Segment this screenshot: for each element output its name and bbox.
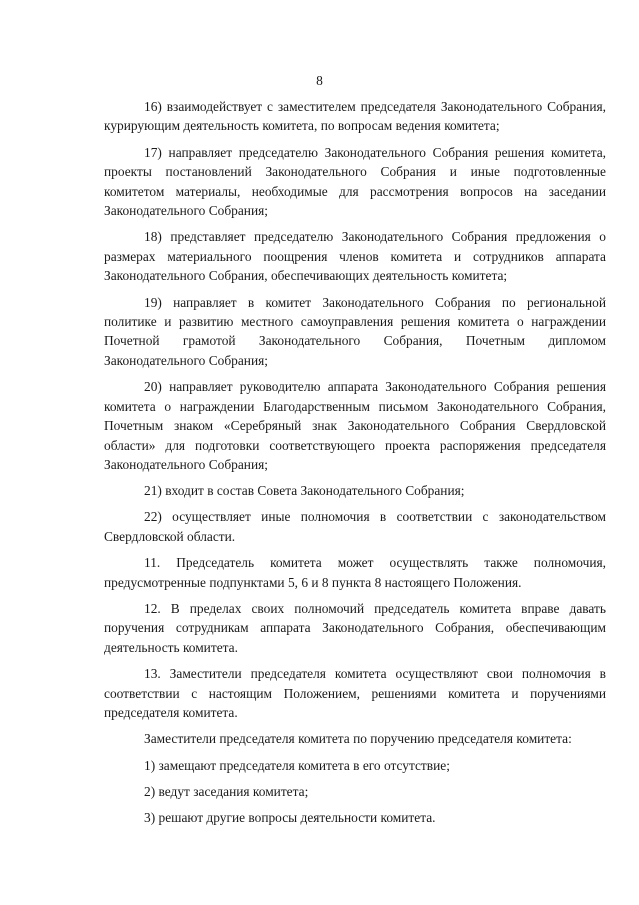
paragraph-section-11: 11. Председатель комитета может осуществлять также полномочия, предусмотренные подпунктами 5, 6 и 8 пункта 8 настоящего Положения. <box>104 555 606 590</box>
paragraph-item-17: 17) направляет председателю Законодательного Собрания решения комитета, проекты постановлений Законодательного Собрания и иные подготовленные комитетом материалы, необходимые для рассмотрения вопросов на заседании Законодательного Собрания; <box>104 144 606 219</box>
paragraph-section-13: 13. Заместители председателя комитета осуществляют свои полномочия в соответствии с настоящим Положением, решениями комитета и поручениями председателя комитета. <box>104 666 606 720</box>
page-number: 8 <box>316 73 323 88</box>
paragraph-deputies-item-1: 1) замещают председателя комитета в его отсутствие; <box>144 757 450 773</box>
paragraph-item-18: 18) представляет председателю Законодательного Собрания предложения о размерах материального поощрения членов комитета и сотрудников аппарата Законодательного Собрания, обеспечивающих деятельность комитета; <box>104 229 606 284</box>
paragraph-item-16: 16) взаимодействует с заместителем председателя Законодательного Собрания, курирующим деятельность комитета, по вопросам ведения комитета; <box>104 99 606 134</box>
paragraph-section-12: 12. В пределах своих полномочий председатель комитета вправе давать поручения сотрудникам аппарата Законодательного Собрания, обеспечивающим деятельность комитета. <box>104 600 606 655</box>
document-body <box>104 97 606 834</box>
paragraph-deputies-intro: Заместители председателя комитета по поручению председателя комитета: <box>144 731 572 747</box>
paragraph-item-21: 21) входит в состав Совета Законодательного Собрания; <box>144 483 465 499</box>
paragraph-deputies-item-2: 2) ведут заседания комитета; <box>144 783 309 799</box>
paragraph-item-19: 19) направляет в комитет Законодательного Собрания по региональной политике и развитию местного самоуправления решения комитета о награждении Почетной грамотой Законодательного Собрания, Почетным дипломом Законодательного Собрания; <box>104 294 606 368</box>
paragraph-deputies-item-3: 3) решают другие вопросы деятельности комитета. <box>144 809 436 825</box>
paragraph-item-22: 22) осуществляет иные полномочия в соответствии с законодательством Свердловской области. <box>104 509 606 544</box>
paragraph-item-20: 20) направляет руководителю аппарата Законодательного Собрания решения комитета о награждении Благодарственным письмом Законодательного Собрания, Почетным знаком «Серебряный знак Законодательного Собрания Свердловской области» для подготовки соответствующего проекта распоряжения председателя Законодательного Собрания; <box>104 379 606 472</box>
